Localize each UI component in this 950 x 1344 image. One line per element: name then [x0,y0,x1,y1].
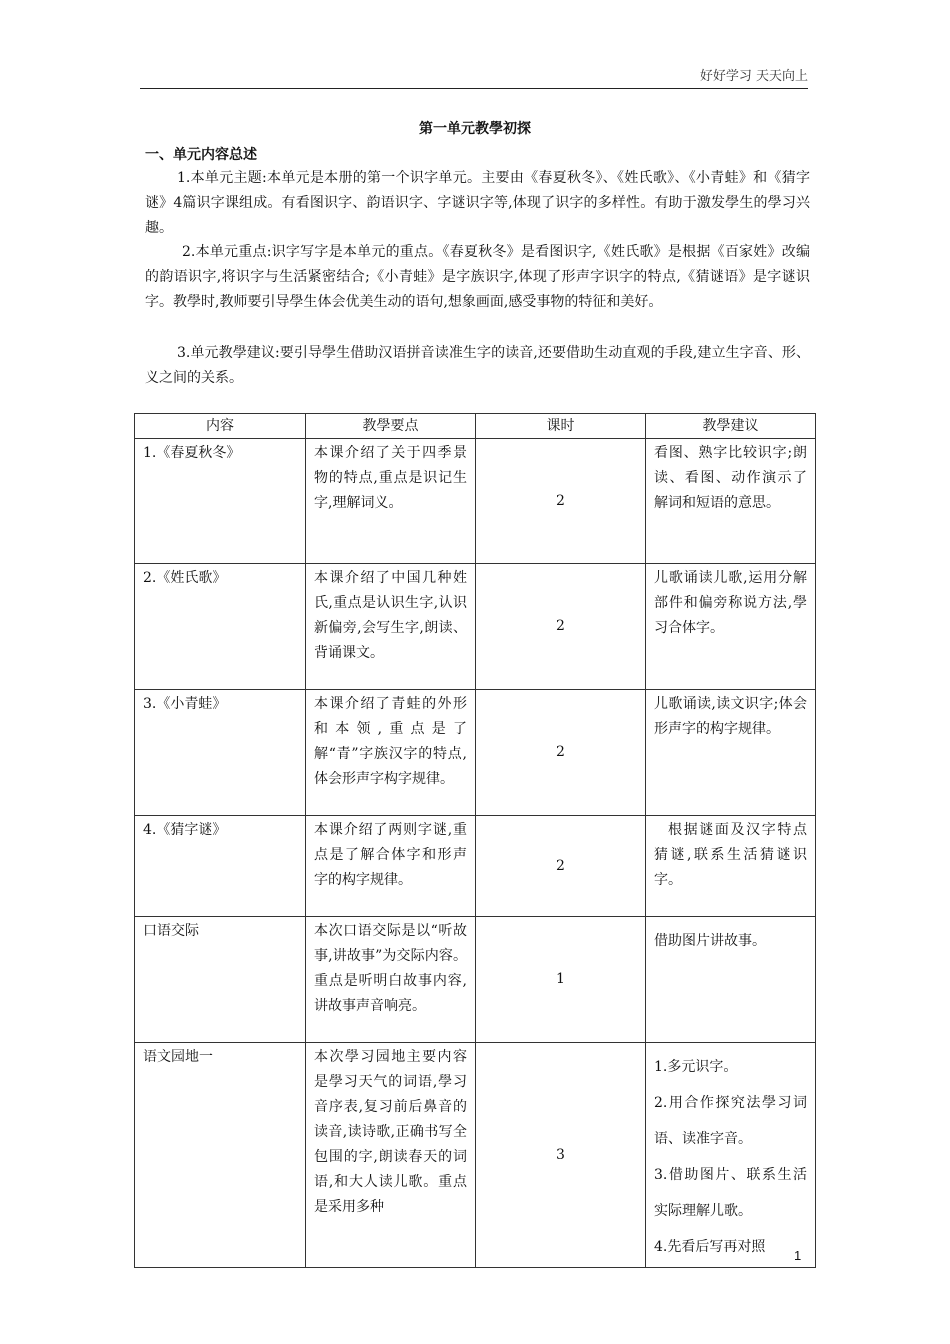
paragraph-suggestion: 3.单元教學建议:要引导學生借助汉语拼音读准生字的读音,还要借助生动直观的手段,建立生字音、形、义之间的关系。 [145,345,810,386]
cell-advice: 看图、熟字比较识字;朗读、看图、动作演示了解词和短语的意思。 [646,439,816,564]
cell-points: 本次學习园地主要内容是學习天气的词语,學习音序表,复习前后鼻音的读音,读诗歌,正确书写全包围的字,朗读春天的词语,和大人读儿歌。重点是采用多种 [306,1043,476,1268]
page-number: 1 [794,1248,802,1263]
table-row [135,439,816,564]
cell-advice: 儿歌诵读儿歌,运用分解部件和偏旁称说方法,學习合体字。 [646,564,816,690]
table-row [135,564,816,690]
cell-advice: 借助图片讲故事。 [646,917,816,1043]
table-row [135,917,816,1043]
cell-hours: 1 [476,917,646,1043]
cell-hours: 2 [476,690,646,816]
page-header [140,58,808,89]
header-points: 教學要点 [306,414,476,439]
cell-content: 口语交际 [135,917,306,1043]
document-title: 第一单元教學初探 [419,121,531,137]
header-advice: 教學建议 [646,414,816,439]
cell-points: 本次口语交际是以“听故事,讲故事”为交际内容。重点是听明白故事内容,讲故事声音响亮。 [306,917,476,1043]
cell-advice [646,1043,816,1268]
cell-hours: 2 [476,564,646,690]
table-header-row [135,414,816,439]
cell-points: 本课介绍了中国几种姓氏,重点是认识生字,认识新偏旁,会写生字,朗读、背诵课文。 [306,564,476,690]
cell-content: 2.《姓氏歌》 [135,564,306,690]
section-heading: 一、单元内容总述 [145,147,257,163]
table-row [135,1043,816,1268]
cell-points: 本课介绍了两则字谜,重点是了解合体字和形声字的构字规律。 [306,816,476,917]
advice-item: 4.先看后写再对照 [654,1239,766,1255]
cell-points: 本课介绍了青蛙的外形和本领,重点是了解“青”字族汉字的特点,体会形声字构字规律。 [306,690,476,816]
table-row [135,816,816,917]
header-content: 内容 [135,414,306,439]
cell-hours: 3 [476,1043,646,1268]
cell-content: 3.《小青蛙》 [135,690,306,816]
cell-hours: 2 [476,816,646,917]
cell-content: 4.《猜字谜》 [135,816,306,917]
cell-content: 语文园地一 [135,1043,306,1268]
header-hours: 课时 [476,414,646,439]
paragraph-focus: 2.本单元重点:识字写字是本单元的重点。《春夏秋冬》是看图识字,《姓氏歌》是根据《百家姓》改编的韵语识字,将识字与生活紧密结合;《小青蛙》是字族识字,体现了形声字识字的特点,《猜谜语》是字谜识字。教學时,教师要引导學生体会优美生动的语句,想象画面,感受事物的特征和美好。 [145,244,810,310]
table-row [135,690,816,816]
cell-content: 1.《春夏秋冬》 [135,439,306,564]
lesson-table [134,413,816,1268]
advice-item: 2.用合作探究法學习词语、读准字音。 [654,1095,807,1147]
header-motto: 好好学习 天天向上 [699,69,808,84]
cell-points: 本课介绍了关于四季景物的特点,重点是识记生字,理解词义。 [306,439,476,564]
cell-advice: 儿歌诵读,读文识字;体会形声字的构字规律。 [646,690,816,816]
advice-item: 1.多元识字。 [654,1059,738,1075]
cell-hours: 2 [476,439,646,564]
advice-item: 3.借助图片、联系生活实际理解儿歌。 [654,1167,807,1219]
paragraph-theme: 1.本单元主题:本单元是本册的第一个识字单元。主要由《春夏秋冬》、《姓氏歌》、《小青蛙》和《猜字谜》4篇识字课组成。有看图识字、韵语识字、字谜识字等,体现了识字的多样性。有助于激发學生的學习兴趣。 [145,170,810,236]
cell-advice: 根据谜面及汉字特点猜谜,联系生活猜谜识字。 [646,816,816,917]
